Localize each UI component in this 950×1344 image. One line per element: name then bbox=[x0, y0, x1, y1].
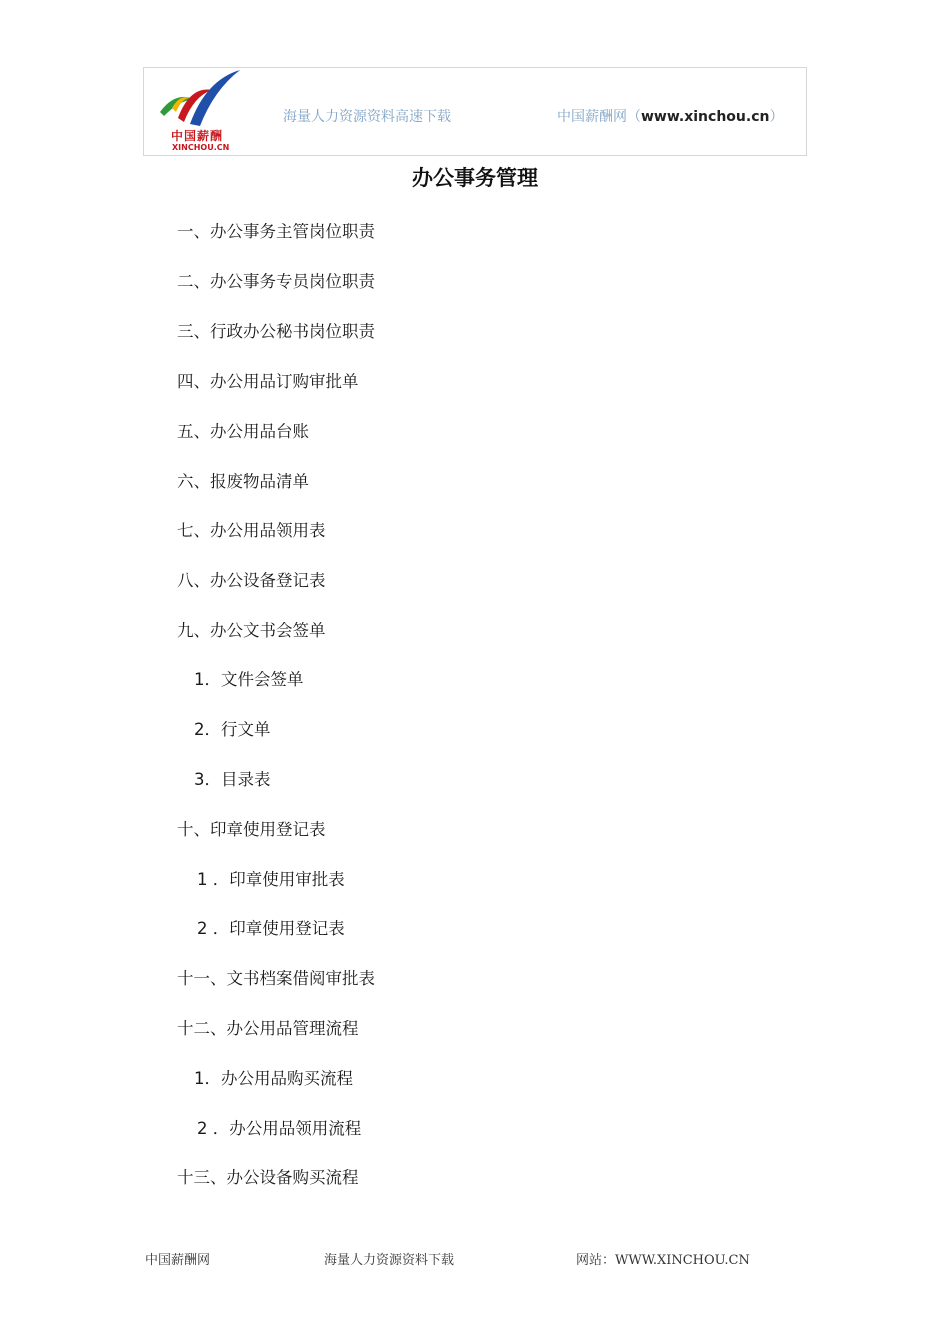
toc-item: 五、办公用品台账 bbox=[177, 422, 309, 441]
header-tagline: 海量人力资源资料高速下载 bbox=[283, 109, 451, 125]
toc-item: 十二、办公用品管理流程 bbox=[177, 1019, 359, 1038]
toc-subitem: 2 ．办公用品领用流程 bbox=[197, 1119, 362, 1138]
toc-item: 八、办公设备登记表 bbox=[177, 571, 326, 590]
logo-swoosh-icon bbox=[156, 68, 242, 130]
site-name-prefix: 中国薪酬网（ bbox=[557, 109, 641, 125]
toc-subitem: 2 ．印章使用登记表 bbox=[197, 919, 345, 938]
toc-subitem: 1．文件会签单 bbox=[194, 670, 304, 689]
document-title: 办公事务管理 bbox=[412, 166, 538, 190]
site-url-link[interactable]: www.xinchou.cn bbox=[641, 109, 770, 125]
toc-item: 一、办公事务主管岗位职责 bbox=[177, 222, 375, 241]
logo-chinese-text: 中国薪酬 bbox=[171, 129, 224, 143]
header-site-info bbox=[557, 106, 783, 126]
footer-site-name: 中国薪酬网 bbox=[145, 1253, 211, 1268]
toc-subitem: 1 ．印章使用审批表 bbox=[197, 870, 345, 889]
toc-item: 四、办公用品订购审批单 bbox=[177, 372, 359, 391]
toc-item: 三、行政办公秘书岗位职责 bbox=[177, 322, 375, 341]
toc-item: 十、印章使用登记表 bbox=[177, 820, 326, 839]
toc-subitem: 3．目录表 bbox=[194, 770, 271, 789]
footer-tagline: 海量人力资源资料下载 bbox=[324, 1253, 455, 1268]
toc-item: 十三、办公设备购买流程 bbox=[177, 1168, 359, 1187]
footer-website: 网站：WWW.XINCHOU.CN bbox=[576, 1253, 750, 1268]
xinchou-logo[interactable] bbox=[156, 68, 242, 156]
logo-english-text: XINCHOU.CN bbox=[172, 143, 230, 152]
toc-item: 九、办公文书会签单 bbox=[177, 621, 326, 640]
toc-subitem: 1．办公用品购买流程 bbox=[194, 1069, 353, 1088]
toc-item: 七、办公用品领用表 bbox=[177, 521, 326, 540]
header-banner bbox=[143, 67, 807, 156]
toc-subitem: 2．行文单 bbox=[194, 720, 271, 739]
site-name-suffix: ） bbox=[769, 109, 784, 125]
toc-item: 十一、文书档案借阅审批表 bbox=[177, 969, 375, 988]
toc-item: 六、报废物品清单 bbox=[177, 472, 309, 491]
toc-item: 二、办公事务专员岗位职责 bbox=[177, 272, 375, 291]
